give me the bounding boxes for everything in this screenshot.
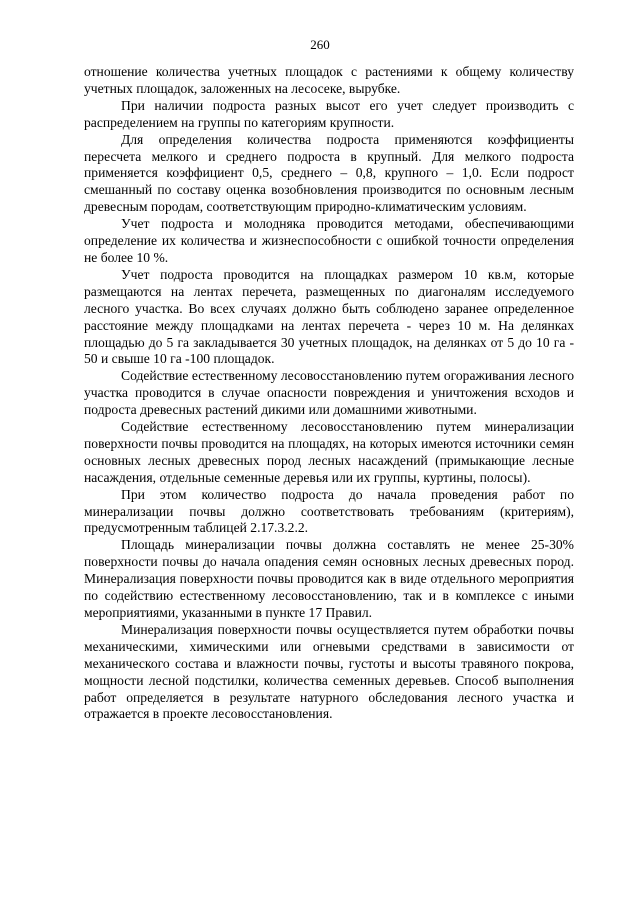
paragraph: При наличии подроста разных высот его учет следует производить с распределением на группы по категориям крупности. xyxy=(84,97,574,130)
paragraph: Учет подроста и молодняка проводится методами, обеспечивающими определение их количества и жизнеспособности с ошибкой точности определения не более 10 %. xyxy=(84,216,574,265)
paragraph: Содействие естественному лесовосстановлению путем огораживания лесного участка проводится в случае опасности повреждения и уничтожения всходов и подроста древесных растений дикими или домашними животными. xyxy=(84,368,574,418)
paragraph: Минерализация поверхности почвы осуществляется путем обработки почвы механическими, химическими или огневыми средствами в зависимости от механического состава и влажности почвы, густоты и высоты травяного покрова, мощности лесной подстилки, количества семенных деревьев. Способ выполнения работ определяется в результате натурного обследования лесного участка и отражается в проекте лесовосстановления. xyxy=(84,621,574,722)
document-body xyxy=(84,64,574,723)
paragraph-continuation: отношение количества учетных площадок с растениями к общему количеству учетных площадок, заложенных на лесосеке, вырубке. xyxy=(84,64,574,96)
paragraph: Содействие естественному лесовосстановлению путем минерализации поверхности почвы проводится на площадях, на которых имеются источники семян основных лесных древесных пород лесных насаждений (примыкающие лесные насаждения, отдельные семенные деревья или их группы, куртины, полосы). xyxy=(84,419,574,485)
page-number: 260 xyxy=(310,37,330,52)
paragraph: Площадь минерализации почвы должна составлять не менее 25-30% поверхности почвы до начала опадения семян основных лесных древесных пород. Минерализация поверхности почвы проводится как в виде отдельного мероприятия по содействию естественному лесовосстановлению, так и в комплексе с иными мероприятиями, указанными в пункте 17 Правил. xyxy=(84,537,574,620)
paragraph: При этом количество подроста до начала проведения работ по минерализации почвы должно соответствовать требованиям (критериям), предусмотренным таблицей 2.17.3.2.2. xyxy=(84,486,574,536)
paragraph: Учет подроста проводится на площадках размером 10 кв.м, которые размещаются на лентах перечета, размещенных по диагоналям исследуемого лесного участка. Во всех случаях должно быть соблюдено заранее определенное расстояние между площадками на лентах перечета - через 10 м. На делянках площадью до 5 га закладывается 30 учетных площадок, на делянках от 5 до 10 га - 50 и свыше 10 га -100 площадок. xyxy=(84,266,574,367)
paragraph: Для определения количества подроста применяются коэффициенты пересчета мелкого и среднего подроста в крупный. Для мелкого подроста применяется коэффициент 0,5, среднего – 0,8, крупного – 1,0. Если подрост смешанный по составу оценка возобновления производится по основным лесным древесным породам, соответствующим природно-климатическим условиям. xyxy=(84,131,574,215)
